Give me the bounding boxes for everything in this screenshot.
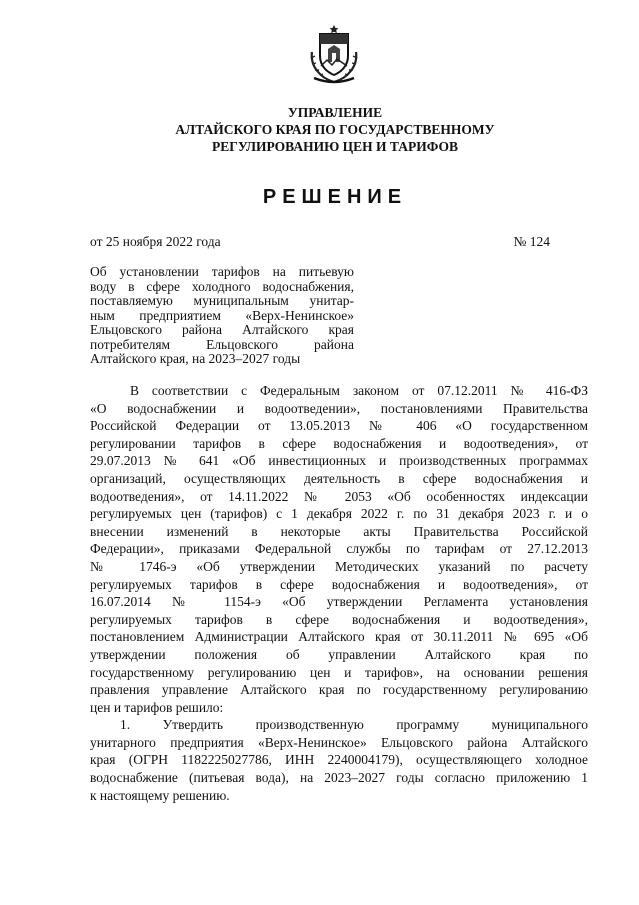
body-line: Федерации», приказами Федеральной службы по тарифам от 27.12.2013: [90, 541, 588, 557]
body-line: № 1746-э «Об утверждении Методических указаний по расчету: [90, 558, 588, 574]
document-number: № 124: [513, 234, 550, 249]
subject-line: Алтайского края, на 2023–2027 годы: [90, 351, 301, 366]
document-subject: [90, 265, 354, 367]
document-body: [90, 382, 588, 804]
body-line: края (ОГРН 1182225027786, ИНН 2240004179), осуществляющего холодное: [90, 752, 588, 768]
document-type-title: РЕШЕНИЕ: [262, 186, 408, 208]
body-line: регулировании тарифов в сфере водоснабжения и водоотведения», от: [90, 435, 588, 451]
body-line: 29.07.2013 № 641 «Об инвестиционных и производственных программах: [90, 453, 588, 469]
body-line: внесении изменений в некоторые акты Правительства Российской: [90, 523, 588, 539]
body-line: правления управление Алтайского края по государственному регулированию: [90, 682, 588, 698]
subject-line: Ельцовского района Алтайского края: [90, 322, 354, 337]
body-line: постановлением Администрации Алтайского края от 30.11.2011 № 695 «Об: [90, 629, 588, 645]
body-line: унитарного предприятия «Верх-Ненинское» Ельцовского района Алтайского: [90, 734, 588, 750]
body-line: цен и тарифов решило:: [90, 699, 224, 715]
body-line: регулируемых тарифов в сфере водоснабжения и водоотведения»,: [90, 611, 588, 627]
body-line: 1. Утвердить производственную программу муниципального: [120, 717, 588, 733]
body-line: «О водоснабжении и водоотведении», постановлениями Правительства: [90, 400, 588, 416]
body-line: водоотведения», от 14.11.2022 № 2053 «Об особенностях индексации: [90, 488, 588, 504]
body-line: Российской Федерации от 13.05.2013 № 406 «О государственном: [90, 418, 588, 434]
subject-line: ным предприятием «Верх-Ненинское»: [90, 307, 354, 323]
body-line: 16.07.2014 № 1154-э «Об утверждении Регламента установления: [90, 594, 588, 610]
subject-line: поставляемую муниципальным унитар-: [90, 293, 354, 308]
subject-line: Об установлении тарифов на питьевую: [90, 264, 354, 279]
organization-name-line: УПРАВЛЕНИЕ: [287, 105, 383, 120]
body-line: регулируемых тарифов в сфере водоснабжения и водоотведения», от: [90, 576, 588, 592]
body-line: государственному регулированию цен и тарифов», на основании решения: [90, 664, 588, 680]
body-line: регулируемых цен (тарифов) с 1 декабря 2022 г. по 31 декабря 2023 г. и о: [90, 506, 588, 522]
subject-line: потребителям Ельцовского района: [90, 336, 354, 352]
body-line: водоснабжение (питьевая вода), на 2023–2027 годы согласно приложению 1: [90, 770, 588, 786]
organization-name-line: АЛТАЙСКОГО КРАЯ ПО ГОСУДАРСТВЕННОМУ: [175, 122, 495, 137]
body-line: утверждении положения об управлении Алтайского края по: [90, 646, 588, 662]
body-line: организаций, осуществляющих деятельность в сфере водоснабжения и: [90, 470, 588, 486]
body-line: к настоящему решению.: [90, 787, 230, 803]
body-line: В соответствии с Федеральным законом от 07.12.2011 № 416-ФЗ: [130, 383, 588, 398]
document-date: от 25 ноября 2022 года: [90, 234, 221, 249]
organization-name-line: РЕГУЛИРОВАНИЮ ЦЕН И ТАРИФОВ: [211, 139, 459, 154]
subject-line: воду в сфере холодного водоснабжения,: [90, 278, 354, 294]
coat-of-arms-icon: [302, 22, 366, 86]
